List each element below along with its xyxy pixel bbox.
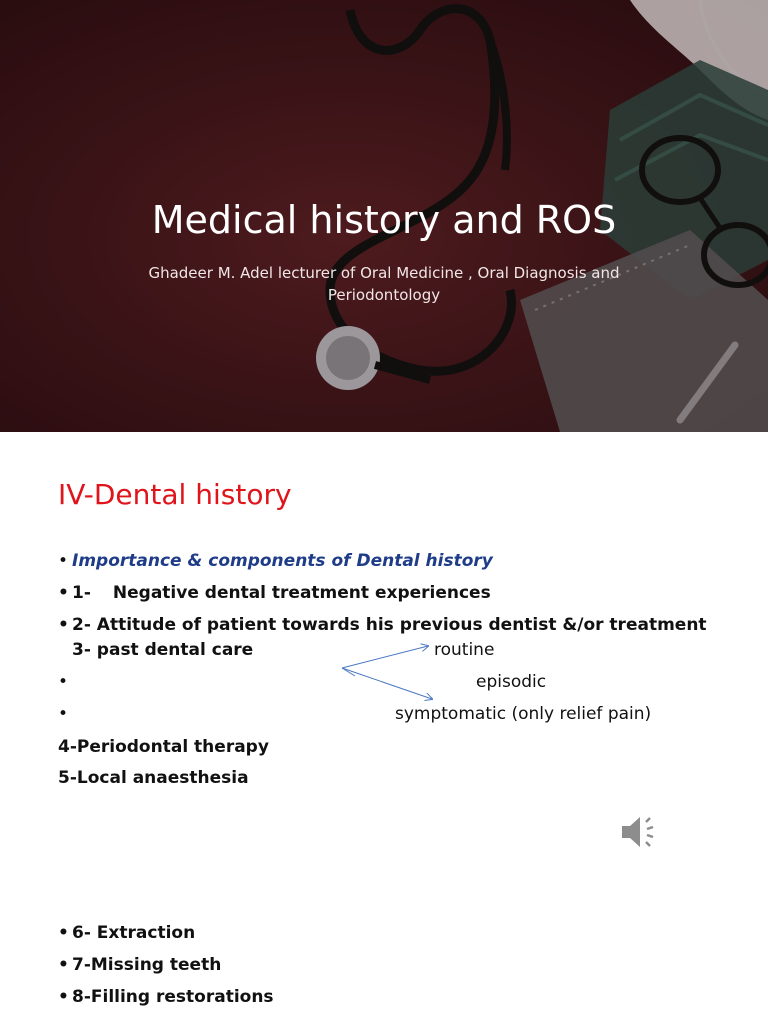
dental-history-slide	[0, 432, 768, 1024]
item-7-text: 7-Missing teeth	[72, 955, 222, 975]
title-slide	[0, 0, 768, 432]
item-1-number: 1-	[72, 583, 91, 603]
list-item-empty-2	[58, 704, 72, 724]
list-item-4: 4-Periodontal therapy	[58, 737, 269, 757]
bullet: •	[58, 987, 69, 1007]
bullet: •	[58, 955, 69, 975]
list-item-1	[58, 583, 491, 603]
bullet: •	[58, 615, 69, 635]
item-6-text: 6- Extraction	[72, 923, 196, 943]
item-8-text: 8-Filling restorations	[72, 987, 274, 1007]
branch-episodic: episodic	[476, 672, 547, 692]
subtitle-line-2: Periodontology	[327, 286, 441, 304]
branch-routine: routine	[434, 640, 495, 660]
list-item-empty-1	[58, 672, 72, 692]
item-2-text: 2- Attitude of patient towards his previous dentist &/or treatment	[72, 615, 707, 635]
list-item-7	[58, 955, 221, 975]
importance-text: Importance & components of Dental history	[72, 551, 493, 571]
subtitle-line-1: Ghadeer M. Adel lecturer of Oral Medicine , Oral Diagnosis and	[148, 264, 620, 282]
list-item-3: 3- past dental care	[72, 640, 254, 660]
list-item-8	[58, 987, 274, 1007]
bullet: •	[58, 672, 69, 692]
bullet: •	[58, 551, 69, 571]
section-heading: IV-Dental history	[58, 478, 292, 511]
slide-title: Medical history and ROS	[151, 198, 617, 242]
item-1-text: Negative dental treatment experiences	[112, 583, 491, 603]
bullet: •	[58, 583, 69, 603]
bullet: •	[58, 923, 69, 943]
list-item-6	[58, 923, 195, 943]
branch-symptomatic: symptomatic (only relief pain)	[395, 704, 652, 724]
list-item-importance	[58, 551, 493, 571]
bullet: •	[58, 704, 69, 724]
speaker-icon[interactable]	[618, 812, 662, 852]
list-item-5: 5-Local anaesthesia	[58, 768, 249, 788]
slide-subtitle	[120, 262, 648, 306]
list-item-2	[58, 615, 707, 635]
